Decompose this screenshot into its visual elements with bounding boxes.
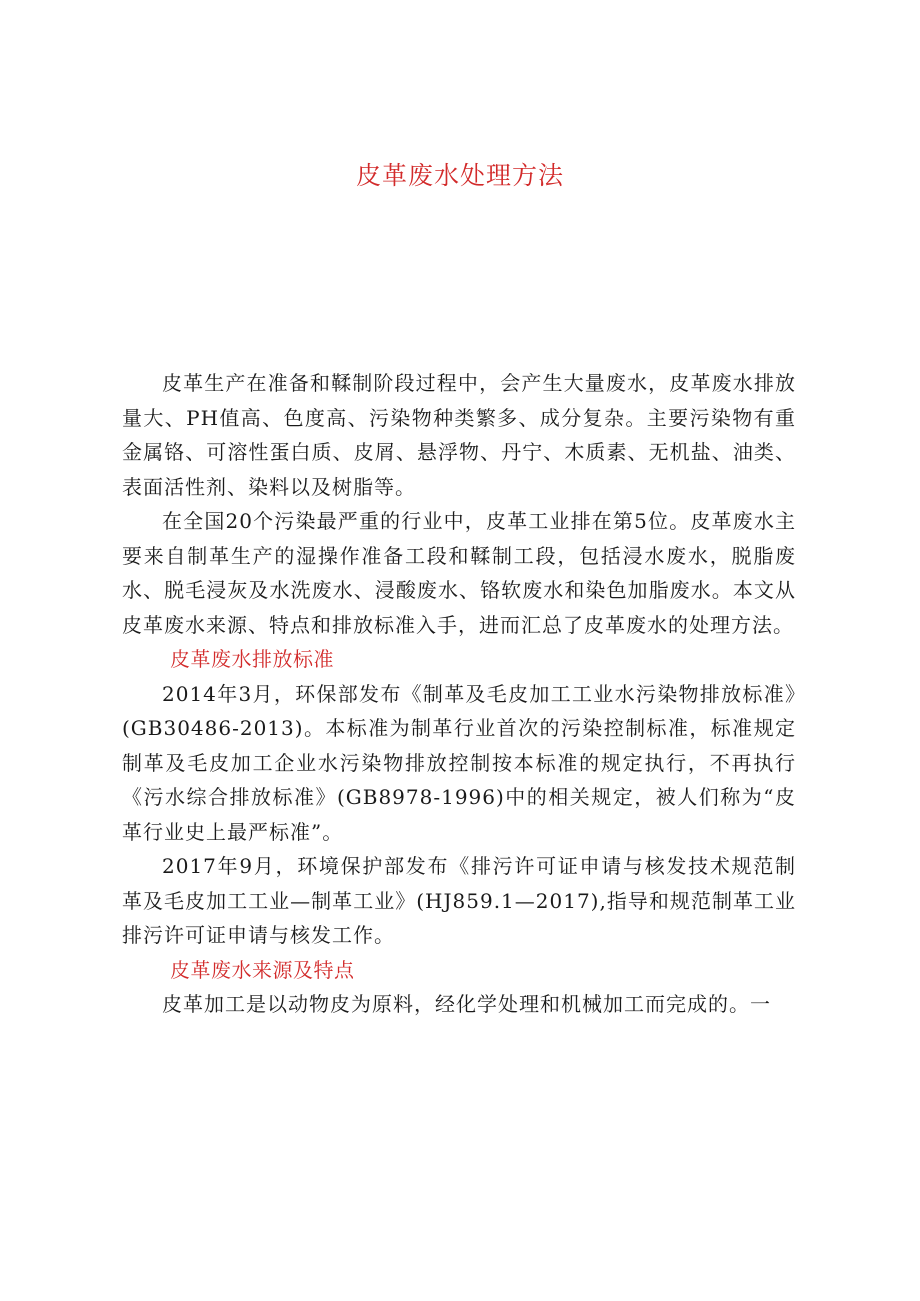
paragraph-standard-2017: 2017年9月，环境保护部发布《排污许可证申请与核发技术规范制革及毛皮加工工业—制革工业》(HJ859.1—2017),指导和规范制革工业排污许可证申请与核发工作。: [122, 854, 796, 947]
paragraph-leather-processing: 皮革加工是以动物皮为原料，经化学处理和机械加工而完成的。一: [162, 992, 771, 1016]
paragraph-standard-2014: 2014年3月，环保部发布《制革及毛皮加工工业水污染物排放标准》(GB30486-2013)。本标准为制革行业首次的污染控制标准，标准规定制革及毛皮加工企业水污染物排放控制按本标准的规定执行，不再执行《污水综合排放标准》(GB8978-1996)中的相关规定，被人们称为“皮革行业史上最严标准”。: [122, 681, 796, 844]
section-heading-sources-characteristics: 皮革废水来源及特点: [170, 957, 355, 982]
paragraph-industry-ranking: 在全国20个污染最严重的行业中，皮革工业排在第5位。皮革废水主要来自制革生产的湿操作准备工段和鞣制工段，包括浸水废水，脱脂废水、脱毛浸灰及水洗废水、浸酸废水、铬软废水和染色加脂废水。本文从皮革废水来源、特点和排放标准入手，进而汇总了皮革废水的处理方法。: [122, 509, 796, 637]
section-heading-discharge-standards: 皮革废水排放标准: [170, 647, 334, 671]
document-title: 皮革废水处理方法: [355, 161, 564, 190]
paragraph-intro-pollutants: 皮革生产在准备和鞣制阶段过程中，会产生大量废水，皮革废水排放量大、PH值高、色度高、污染物种类繁多、成分复杂。主要污染物有重金属铬、可溶性蛋白质、皮屑、悬浮物、丹宁、木质素、无机盐、油类、表面活性剂、染料以及树脂等。: [122, 371, 796, 499]
document-body: [122, 366, 796, 1022]
